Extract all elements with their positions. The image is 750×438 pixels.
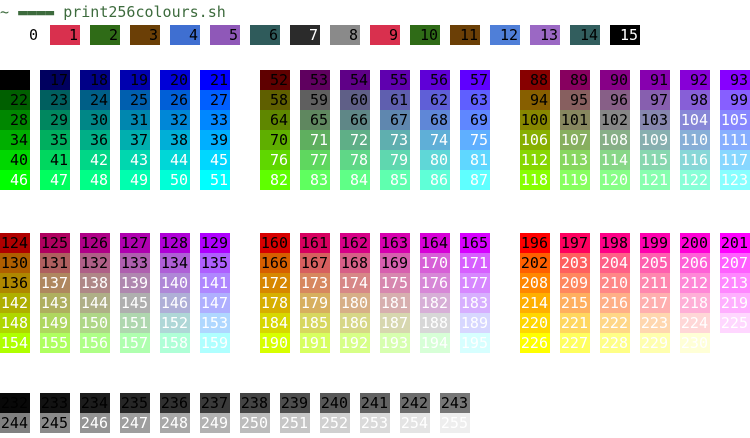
color-cell-70: 70 — [260, 130, 290, 150]
gray-cell-253: 253 — [360, 414, 388, 432]
gray-cell-233: 233 — [40, 394, 68, 412]
color-cell-196: 196 — [520, 234, 548, 252]
color-cell-173: 173 — [300, 274, 328, 292]
color-cell-27: 27 — [200, 90, 230, 110]
color-cell-145: 145 — [120, 294, 148, 312]
color-cell-88: 88 — [520, 70, 550, 90]
color-cell-36: 36 — [80, 130, 110, 150]
gray-cell-255: 255 — [440, 414, 468, 432]
color-cell-208: 208 — [520, 274, 548, 292]
color-cell-190: 190 — [260, 334, 288, 352]
color-cell-226: 226 — [520, 334, 548, 352]
color-cell-124: 124 — [0, 234, 28, 252]
color-cell-77: 77 — [300, 150, 330, 170]
color-cell-181: 181 — [380, 294, 408, 312]
color-cell-197: 197 — [560, 234, 588, 252]
color-cell-217: 217 — [640, 294, 668, 312]
gray-cell-254: 254 — [400, 414, 428, 432]
color-cell-54: 54 — [340, 70, 370, 90]
color-cell-185: 185 — [300, 314, 328, 332]
color-cell-29: 29 — [40, 110, 70, 130]
color-cell-119: 119 — [560, 171, 588, 189]
gray-cell-240: 240 — [320, 394, 348, 412]
color-cell-40: 40 — [0, 150, 30, 170]
color-cell-174: 174 — [340, 274, 368, 292]
color-cell-148: 148 — [0, 314, 28, 332]
color-cell-144: 144 — [80, 294, 108, 312]
color-cell-71: 71 — [300, 130, 330, 150]
prompt-line — [0, 2, 226, 22]
system-color-15: 15 — [610, 25, 640, 45]
color-cell-55: 55 — [380, 70, 410, 90]
color-cell-155: 155 — [40, 334, 68, 352]
color-cell-75: 75 — [460, 130, 490, 150]
system-color-2: 2 — [90, 25, 120, 45]
gray-cell-252: 252 — [320, 414, 348, 432]
color-cell-142: 142 — [0, 294, 28, 312]
system-color-0: 0 — [10, 25, 40, 45]
prompt-command: print256colours.sh — [63, 3, 226, 21]
color-cell-97: 97 — [640, 90, 670, 110]
color-cell-69: 69 — [460, 110, 490, 130]
color-cell-231: 231 — [720, 334, 748, 352]
color-cell-150: 150 — [80, 314, 108, 332]
color-cell-158: 158 — [160, 334, 188, 352]
color-cell-67: 67 — [380, 110, 410, 130]
gray-cell-251: 251 — [280, 414, 308, 432]
color-cell-95: 95 — [560, 90, 590, 110]
color-cell-99: 99 — [720, 90, 750, 110]
system-color-11: 11 — [450, 25, 480, 45]
gray-cell-232: 232 — [0, 394, 28, 412]
system-color-7: 7 — [290, 25, 320, 45]
system-color-6: 6 — [250, 25, 280, 45]
color-cell-112: 112 — [520, 151, 548, 169]
color-cell-182: 182 — [420, 294, 448, 312]
color-cell-206: 206 — [680, 254, 708, 272]
color-cell-202: 202 — [520, 254, 548, 272]
color-cell-135: 135 — [200, 254, 228, 272]
system-color-9: 9 — [370, 25, 400, 45]
color-cell-92: 92 — [680, 70, 710, 90]
color-cell-170: 170 — [420, 254, 448, 272]
color-cell-199: 199 — [640, 234, 668, 252]
color-cell-131: 131 — [40, 254, 68, 272]
system-color-8: 8 — [330, 25, 360, 45]
color-cell-63: 63 — [460, 90, 490, 110]
color-cell-229: 229 — [640, 334, 668, 352]
color-cell-57: 57 — [460, 70, 490, 90]
gray-cell-248: 248 — [160, 414, 188, 432]
color-cell-87: 87 — [460, 170, 490, 190]
color-cell-66: 66 — [340, 110, 370, 130]
color-cell-164: 164 — [420, 234, 448, 252]
color-cell-58: 58 — [260, 90, 290, 110]
color-cell-156: 156 — [80, 334, 108, 352]
gray-cell-237: 237 — [200, 394, 228, 412]
color-cell-134: 134 — [160, 254, 188, 272]
color-cell-210: 210 — [600, 274, 628, 292]
color-cell-98: 98 — [680, 90, 710, 110]
color-cell-207: 207 — [720, 254, 748, 272]
color-cell-122: 122 — [680, 171, 708, 189]
color-cell-118: 118 — [520, 171, 548, 189]
color-cell-72: 72 — [340, 130, 370, 150]
gray-cell-242: 242 — [400, 394, 428, 412]
system-color-12: 12 — [490, 25, 520, 45]
color-cell-76: 76 — [260, 150, 290, 170]
color-cell-227: 227 — [560, 334, 588, 352]
color-cell-171: 171 — [460, 254, 488, 272]
color-cell-121: 121 — [640, 171, 668, 189]
color-cell-115: 115 — [640, 151, 668, 169]
color-cell-222: 222 — [600, 314, 628, 332]
color-cell-180: 180 — [340, 294, 368, 312]
color-cell-46: 46 — [0, 170, 30, 190]
color-cell-84: 84 — [340, 170, 370, 190]
color-cell-62: 62 — [420, 90, 450, 110]
gray-cell-241: 241 — [360, 394, 388, 412]
color-cell-64: 64 — [260, 110, 290, 130]
gray-cell-247: 247 — [120, 414, 148, 432]
gray-cell-245: 245 — [40, 414, 68, 432]
color-cell-160: 160 — [260, 234, 288, 252]
color-cell-187: 187 — [380, 314, 408, 332]
color-cell-177: 177 — [460, 274, 488, 292]
color-cell-86: 86 — [420, 170, 450, 190]
color-cell-111: 111 — [720, 131, 748, 149]
color-cell-162: 162 — [340, 234, 368, 252]
color-cell-65: 65 — [300, 110, 330, 130]
gray-cell-246: 246 — [80, 414, 108, 432]
color-cell-198: 198 — [600, 234, 628, 252]
color-cell-212: 212 — [680, 274, 708, 292]
gray-cell-234: 234 — [80, 394, 108, 412]
gray-cell-244: 244 — [0, 414, 28, 432]
color-cell-117: 117 — [720, 151, 748, 169]
color-cell-189: 189 — [460, 314, 488, 332]
color-cell-103: 103 — [640, 111, 668, 129]
gray-cell-235: 235 — [120, 394, 148, 412]
color-cell-59: 59 — [300, 90, 330, 110]
color-cell-110: 110 — [680, 131, 708, 149]
color-cell-219: 219 — [720, 294, 748, 312]
color-cell-101: 101 — [560, 111, 588, 129]
color-cell-85: 85 — [380, 170, 410, 190]
gray-cell-243: 243 — [440, 394, 468, 412]
color-cell-61: 61 — [380, 90, 410, 110]
color-cell-100: 100 — [520, 111, 548, 129]
color-cell-81: 81 — [460, 150, 490, 170]
color-cell-108: 108 — [600, 131, 628, 149]
color-cell-28: 28 — [0, 110, 30, 130]
color-cell-127: 127 — [120, 234, 148, 252]
color-cell-200: 200 — [680, 234, 708, 252]
gray-cell-236: 236 — [160, 394, 188, 412]
color-cell-205: 205 — [640, 254, 668, 272]
color-cell-230: 230 — [680, 334, 708, 352]
gray-cell-238: 238 — [240, 394, 268, 412]
color-cell-214: 214 — [520, 294, 548, 312]
system-color-13: 13 — [530, 25, 560, 45]
color-cell-167: 167 — [300, 254, 328, 272]
color-cell-139: 139 — [120, 274, 148, 292]
color-cell-47: 47 — [40, 170, 70, 190]
color-cell-149: 149 — [40, 314, 68, 332]
color-cell-22: 22 — [0, 90, 30, 110]
color-cell-79: 79 — [380, 150, 410, 170]
color-cell-201: 201 — [720, 234, 748, 252]
color-cell-195: 195 — [460, 334, 488, 352]
color-cell-154: 154 — [0, 334, 28, 352]
color-cell-175: 175 — [380, 274, 408, 292]
system-color-3: 3 — [130, 25, 160, 45]
color-cell-223: 223 — [640, 314, 668, 332]
color-cell-147: 147 — [200, 294, 228, 312]
color-cell-203: 203 — [560, 254, 588, 272]
color-cell-141: 141 — [200, 274, 228, 292]
gray-cell-250: 250 — [240, 414, 268, 432]
color-cell-78: 78 — [340, 150, 370, 170]
color-cell-39: 39 — [200, 130, 230, 150]
color-cell-163: 163 — [380, 234, 408, 252]
color-cell-216: 216 — [600, 294, 628, 312]
color-cell-26: 26 — [160, 90, 190, 110]
color-cell-123: 123 — [720, 171, 748, 189]
color-cell-37: 37 — [120, 130, 150, 150]
color-cell-137: 137 — [40, 274, 68, 292]
color-cell-159: 159 — [200, 334, 228, 352]
color-cell-152: 152 — [160, 314, 188, 332]
color-cell-221: 221 — [560, 314, 588, 332]
color-cell-17: 17 — [40, 70, 70, 90]
color-cell-116: 116 — [680, 151, 708, 169]
color-cell-33: 33 — [200, 110, 230, 130]
gray-cell-239: 239 — [280, 394, 308, 412]
color-cell-90: 90 — [600, 70, 630, 90]
color-cell-184: 184 — [260, 314, 288, 332]
color-cell-35: 35 — [40, 130, 70, 150]
color-cell-192: 192 — [340, 334, 368, 352]
color-cell-106: 106 — [520, 131, 548, 149]
system-color-1: 1 — [50, 25, 80, 45]
color-cell-34: 34 — [0, 130, 30, 150]
color-cell-89: 89 — [560, 70, 590, 90]
prompt-arrow: ▬▬▬▬ — [18, 3, 55, 21]
color-cell-50: 50 — [160, 170, 190, 190]
color-cell-25: 25 — [120, 90, 150, 110]
color-cell-44: 44 — [160, 150, 190, 170]
color-cell-38: 38 — [160, 130, 190, 150]
color-cell-186: 186 — [340, 314, 368, 332]
color-cell-224: 224 — [680, 314, 708, 332]
color-cell-23: 23 — [40, 90, 70, 110]
color-cell-228: 228 — [600, 334, 628, 352]
color-cell-211: 211 — [640, 274, 668, 292]
color-cell-179: 179 — [300, 294, 328, 312]
system-color-10: 10 — [410, 25, 440, 45]
color-cell-215: 215 — [560, 294, 588, 312]
color-cell-53: 53 — [300, 70, 330, 90]
color-cell-193: 193 — [380, 334, 408, 352]
color-cell-109: 109 — [640, 131, 668, 149]
color-cell-176: 176 — [420, 274, 448, 292]
color-cell-161: 161 — [300, 234, 328, 252]
color-cell-43: 43 — [120, 150, 150, 170]
color-cell-49: 49 — [120, 170, 150, 190]
color-cell-68: 68 — [420, 110, 450, 130]
color-cell-48: 48 — [80, 170, 110, 190]
color-cell-120: 120 — [600, 171, 628, 189]
color-cell-130: 130 — [0, 254, 28, 272]
color-cell-169: 169 — [380, 254, 408, 272]
color-cell-178: 178 — [260, 294, 288, 312]
color-cell-138: 138 — [80, 274, 108, 292]
color-cell-220: 220 — [520, 314, 548, 332]
color-cell-52: 52 — [260, 70, 290, 90]
color-cell-166: 166 — [260, 254, 288, 272]
prompt-tilde: ~ — [0, 3, 10, 21]
color-cell-21: 21 — [200, 70, 230, 90]
system-color-14: 14 — [570, 25, 600, 45]
color-cell-125: 125 — [40, 234, 68, 252]
color-cell-19: 19 — [120, 70, 150, 90]
color-cell-30: 30 — [80, 110, 110, 130]
color-cell-51: 51 — [200, 170, 230, 190]
color-cell-129: 129 — [200, 234, 228, 252]
color-cell-20: 20 — [160, 70, 190, 90]
system-color-5: 5 — [210, 25, 240, 45]
color-cell-91: 91 — [640, 70, 670, 90]
color-cell-191: 191 — [300, 334, 328, 352]
color-cell-24: 24 — [80, 90, 110, 110]
color-cell-183: 183 — [460, 294, 488, 312]
color-cell-143: 143 — [40, 294, 68, 312]
color-cell-225: 225 — [720, 314, 748, 332]
color-cell-73: 73 — [380, 130, 410, 150]
color-cell-74: 74 — [420, 130, 450, 150]
color-cell-133: 133 — [120, 254, 148, 272]
color-cell-213: 213 — [720, 274, 748, 292]
color-cell-140: 140 — [160, 274, 188, 292]
color-cell-146: 146 — [160, 294, 188, 312]
color-cell-102: 102 — [600, 111, 628, 129]
color-cell-82: 82 — [260, 170, 290, 190]
color-cell-45: 45 — [200, 150, 230, 170]
color-cell-126: 126 — [80, 234, 108, 252]
color-cell-104: 104 — [680, 111, 708, 129]
color-cell-194: 194 — [420, 334, 448, 352]
color-cell-157: 157 — [120, 334, 148, 352]
color-cell-114: 114 — [600, 151, 628, 169]
color-cell-153: 153 — [200, 314, 228, 332]
color-cell-96: 96 — [600, 90, 630, 110]
color-cell-188: 188 — [420, 314, 448, 332]
color-cell-60: 60 — [340, 90, 370, 110]
color-cell-128: 128 — [160, 234, 188, 252]
color-cell-18: 18 — [80, 70, 110, 90]
color-cell-113: 113 — [560, 151, 588, 169]
color-cell-136: 136 — [0, 274, 28, 292]
color-cell-94: 94 — [520, 90, 550, 110]
color-cell-80: 80 — [420, 150, 450, 170]
color-cell-165: 165 — [460, 234, 488, 252]
color-cell-32: 32 — [160, 110, 190, 130]
color-cell-83: 83 — [300, 170, 330, 190]
color-cell-16: 16 — [0, 70, 30, 90]
color-cell-93: 93 — [720, 70, 750, 90]
color-cell-41: 41 — [40, 150, 70, 170]
color-cell-132: 132 — [80, 254, 108, 272]
gray-cell-249: 249 — [200, 414, 228, 432]
color-cell-209: 209 — [560, 274, 588, 292]
color-cell-42: 42 — [80, 150, 110, 170]
color-cell-204: 204 — [600, 254, 628, 272]
color-cell-107: 107 — [560, 131, 588, 149]
color-cell-56: 56 — [420, 70, 450, 90]
color-cell-218: 218 — [680, 294, 708, 312]
color-cell-168: 168 — [340, 254, 368, 272]
color-cell-31: 31 — [120, 110, 150, 130]
system-color-4: 4 — [170, 25, 200, 45]
color-cell-172: 172 — [260, 274, 288, 292]
color-cell-105: 105 — [720, 111, 748, 129]
color-cell-151: 151 — [120, 314, 148, 332]
